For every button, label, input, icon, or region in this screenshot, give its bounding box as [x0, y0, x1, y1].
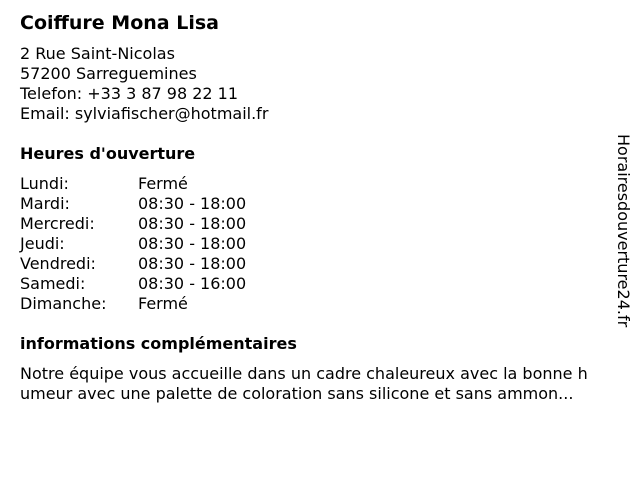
description-line-2: umeur avec une palette de coloration sans silicone et sans ammon... — [20, 384, 574, 403]
hours-day: Dimanche: — [20, 294, 107, 313]
hours-row — [20, 294, 620, 314]
hours-time: 08:30 - 18:00 — [138, 234, 247, 253]
hours-row — [20, 214, 620, 234]
hours-row — [20, 274, 620, 294]
hours-heading: Heures d'ouverture — [20, 144, 196, 163]
hours-row — [20, 234, 620, 254]
hours-row — [20, 194, 620, 214]
hours-table — [20, 174, 620, 314]
site-watermark — [613, 134, 633, 344]
hours-day: Samedi: — [20, 274, 86, 293]
info-heading: informations complémentaires — [20, 334, 297, 353]
hours-time: 08:30 - 18:00 — [138, 214, 247, 233]
business-card — [20, 10, 620, 404]
description-line-1: Notre équipe vous accueille dans un cadre chaleureux avec la bonne h — [20, 364, 588, 383]
hours-day: Jeudi: — [20, 234, 65, 253]
hours-day: Vendredi: — [20, 254, 96, 273]
hours-day: Lundi: — [20, 174, 69, 193]
site-watermark-text: Horairesdouverture24.fr — [614, 134, 633, 328]
address-line-2: 57200 Sarreguemines — [20, 64, 197, 83]
hours-time: 08:30 - 18:00 — [138, 254, 247, 273]
hours-time: Fermé — [138, 174, 188, 193]
hours-time: Fermé — [138, 294, 188, 313]
hours-row — [20, 174, 620, 194]
phone: Telefon: +33 3 87 98 22 11 — [20, 84, 239, 103]
hours-time: 08:30 - 16:00 — [138, 274, 247, 293]
email: Email: sylviafischer@hotmail.fr — [20, 104, 269, 123]
address-line-1: 2 Rue Saint-Nicolas — [20, 44, 175, 63]
hours-day: Mercredi: — [20, 214, 95, 233]
business-name: Coiffure Mona Lisa — [20, 12, 219, 34]
hours-row — [20, 254, 620, 274]
hours-time: 08:30 - 18:00 — [138, 194, 247, 213]
hours-day: Mardi: — [20, 194, 70, 213]
